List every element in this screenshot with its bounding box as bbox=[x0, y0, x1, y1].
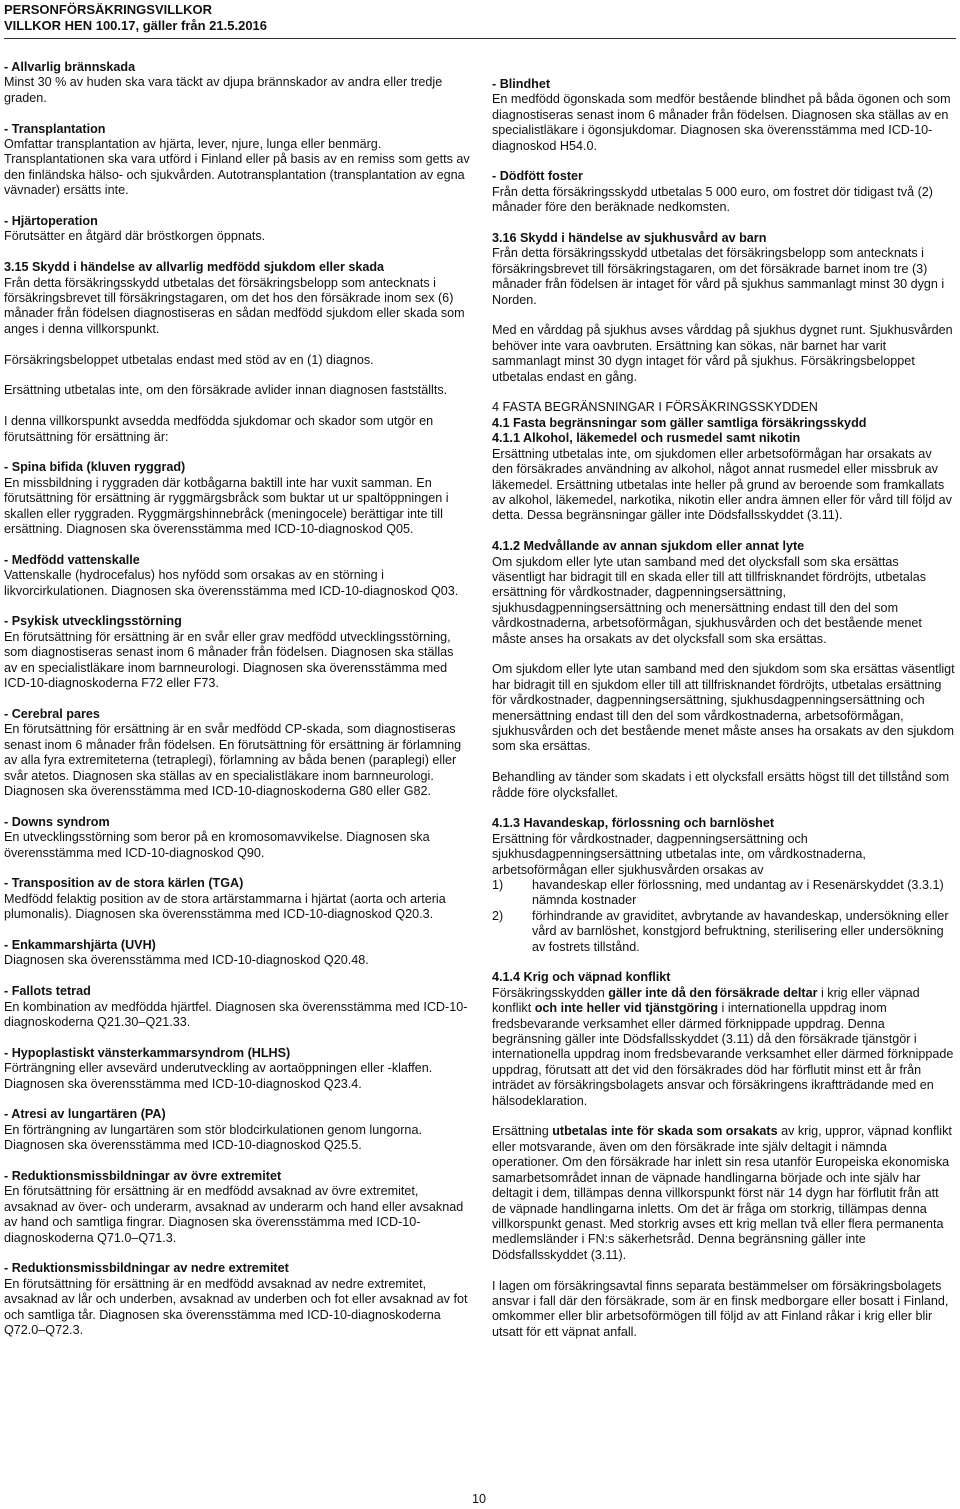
section-4-1-1 bbox=[492, 431, 955, 523]
text-run-bold: utbetalas inte för skada som orsakats bbox=[552, 1124, 778, 1139]
body-text: Diagnosen ska överensstämma med ICD-10-diagnoskod Q20.48. bbox=[4, 953, 369, 968]
body-text: Ersättning för vårdkostnader, dagpenningsersättning och sjukhusdagpenningsersättning utbetalas inte, om vårdkostnaderna, arbetsoförmågan eller sjukhusvården orsakas av bbox=[492, 831, 866, 877]
page-number: 10 bbox=[472, 1492, 487, 1506]
left-column bbox=[4, 60, 470, 1354]
section-3-15 bbox=[4, 260, 470, 337]
body-text: Medfödd felaktig position av de stora artärstammarna i hjärtat (aorta och arteria plumonalis). Diagnosen ska överensstämma med ICD-10-diagnoskod Q20.3. bbox=[4, 891, 446, 922]
paragraph-villkor: I denna villkorspunkt avsedda medfödda sjukdomar och skador som utgör en förutsättning för ersättning är: bbox=[4, 414, 434, 444]
section-4-1-3 bbox=[492, 816, 955, 955]
paragraph-krig bbox=[492, 1124, 955, 1263]
section-blindhet bbox=[492, 77, 955, 154]
list-text: havandeskap eller förlossning, med undantag av i Resenärskyddet (3.3.1) nämnda kostnader bbox=[532, 878, 944, 908]
paragraph-avlider: Ersättning utbetalas inte, om den försäkrade avlider innan diagnosen fastställts. bbox=[4, 383, 448, 398]
heading: 3.16 Skydd i händelse av sjukhusvård av barn bbox=[492, 231, 767, 246]
section-hlhs bbox=[4, 1046, 470, 1092]
text-run: Försäkringsskydden bbox=[492, 985, 609, 1000]
body-text: Förutsätter en åtgärd där bröstkorgen öppnats. bbox=[4, 229, 266, 244]
paragraph-omsjukdom: Om sjukdom eller lyte utan samband med den sjukdom som ska ersättas väsentligt har bidragit till en sjukdom eller till att tillfrisknandet fördröjts, utbetalas ersättning för vårdkostnader, dagpenningsersättning, sjukhusdagpenningsersättning och menersättning endast till den del som vårdkostnaderna, arbetsoförmågan, sjukhusvården och det bestående menet måste anses ha orsakats av den sjukdom som ska ersättas. bbox=[492, 662, 955, 754]
body-text: Förträngning eller avsevärd underutveckling av aortaöppningen eller -klaffen. Diagnosen ska överensstämma med ICD-10-diagnoskod Q23.4. bbox=[4, 1061, 433, 1091]
heading: - Allvarlig brännskada bbox=[4, 60, 136, 74]
body-text: En förutsättning för ersättning är en svår eller grav medfödd utvecklingsstörning, som diagnostiseras senast inom 6 månader från födelsen. Diagnosen ska ställas av en specialistläkare inom barnneurologi. Diagnosen ska överensstämma med ICD-10-diagnoskoderna F72 eller F73. bbox=[4, 629, 454, 691]
body-text: En kombination av medfödda hjärtfel. Diagnosen ska överensstämma med ICD-10-diagnoskoderna Q21.30–Q21.33. bbox=[4, 999, 468, 1029]
list-text: förhindrande av graviditet, avbrytande av havandeskap, undersökning eller vård av barnlöshet, konstgjord befruktning, sterilisering eller undersökning av fostrets tillstånd. bbox=[532, 908, 949, 954]
body-text bbox=[492, 986, 955, 1109]
heading: - Transposition av de stora kärlen (TGA) bbox=[4, 876, 244, 891]
body-text: Från detta försäkringsskydd utbetalas det försäkringsbelopp som antecknats i försäkringsbrevet till försäkringstagaren, om det hos den försäkrade inom sex (6) månader från födelsen diagnostiseras en sådan medfödd sjukdom eller skada som anges i denna villkorspunkt. bbox=[4, 275, 465, 336]
section-hjartoperation bbox=[4, 214, 470, 245]
heading: 4.1.4 Krig och väpnad konflikt bbox=[492, 970, 671, 985]
section-uvh bbox=[4, 938, 470, 969]
paragraph-varddag: Med en vårddag på sjukhus avses vårddag på sjukhus dygnet runt. Sjukhusvården behöver inte vara oavbruten. Ersättning kan sökas, när barnet har varit sammanlagt minst 30 dygn intaget för vård på sjukhus. Försäkringsbeloppet utbetalas endast en gång. bbox=[492, 323, 953, 384]
heading: - Reduktionsmissbildningar av övre extremitet bbox=[4, 1168, 282, 1183]
body-text: Vattenskalle (hydrocefalus) hos nyfödd som orsakas av en störning i likvorcirkulationen. Diagnosen ska överensstämma med ICD-10-diagnoskod Q03. bbox=[4, 568, 459, 598]
text-run: av krig, uppror, väpnad konflikt eller motsvarande, även om den försäkrade inte själv deltagit i nämnda operationer. Om den försäkrade har inlett sin resa utanför Europeiska ekonomiska samarbetsområdet innan de väpnade handlingarna började och inte själv har deltagit i dem, tillämpas denna villkorspunkt först när 14 dygn har förflutit från att de väpnade handlingarna inletts. Om det är fråga om storkrig, tillämpas denna villkorspunkt genast. Med storkrig avses ett krig mellan två eller flera permanenta medlemsländer i FN:s säkerhetsråd. Denna begränsning gäller inte Dödsfallsskyddet (3.11). bbox=[492, 1124, 952, 1262]
heading: - Spina bifida (kluven ryggrad) bbox=[4, 460, 186, 475]
section-vattenskalle bbox=[4, 553, 470, 599]
heading: - Cerebral pares bbox=[4, 706, 100, 721]
heading: - Blindhet bbox=[492, 77, 551, 91]
text-run-bold: gäller inte då den försäkrade deltar bbox=[608, 985, 818, 1000]
heading: - Fallots tetrad bbox=[4, 984, 91, 999]
section-atresi bbox=[4, 1107, 470, 1153]
list-item bbox=[492, 909, 955, 955]
section-transplantation bbox=[4, 122, 470, 199]
text-run: i krig eller väpnad konflikt bbox=[492, 985, 920, 1016]
heading: - Downs syndrom bbox=[4, 814, 110, 829]
heading: 4.1.1 Alkohol, läkemedel och rusmedel samt nikotin bbox=[492, 431, 801, 446]
body-text: Omfattar transplantation av hjärta, lever, njure, lunga eller benmärg. Transplantationen ska vara utförd i Finland eller på basis av en remiss som getts av den finländska hälso- och sjukvården. Autotransplantation (transplantation av egna vävnader) ersätts inte. bbox=[4, 137, 470, 198]
body-text: En missbildning i ryggraden där kotbågarna baktill inte har vuxit samman. En förutsättning för ersättning är ryggmärgsbråck som buktar ut ur spaltöppningen i skallen eller ryggraden. Ryggmärgshinnebråck (meningocele) berättigar inte till ersättning. Diagnosen ska överensstämma med ICD-10-diagnoskod Q05. bbox=[4, 475, 449, 537]
text-run: Ersättning bbox=[492, 1124, 553, 1139]
body-text: Minst 30 % av huden ska vara täckt av djupa brännskador av andra eller tredje graden. bbox=[4, 75, 443, 105]
paragraph-lagen: I lagen om försäkringsavtal finns separata bestämmelser om försäkringsbolagets ansvar i fall där den försäkrade, som är en finsk medborgare eller bosatt i Finland, omkommer eller blir arbetsoförmögen till följd av att Finland råkar i krig eller blir utsatt för ett väpnat anfall. bbox=[492, 1278, 949, 1339]
right-column bbox=[492, 77, 955, 1356]
heading: 4.1.3 Havandeskap, förlossning och barnlöshet bbox=[492, 816, 775, 831]
body-text: En utvecklingsstörning som beror på en kromosomavvikelse. Diagnosen ska överensstämma med ICD-10-diagnoskod Q90. bbox=[4, 830, 430, 860]
section-brannskada bbox=[4, 60, 470, 106]
heading: - Hjärtoperation bbox=[4, 214, 98, 229]
header-title: PERSONFÖRSÄKRINGSVILLKOR bbox=[4, 2, 213, 17]
section-psykisk bbox=[4, 614, 470, 691]
section-4-1-2 bbox=[492, 539, 955, 647]
heading: - Reduktionsmissbildningar av nedre extremitet bbox=[4, 1261, 289, 1276]
section-tga bbox=[4, 876, 470, 922]
body-text: En medfödd ögonskada som medför bestående blindhet på båda ögonen och som diagnostiseras senast inom 6 månader från födelsen. Diagnosen ska ställas av en specialistläkare i ögonsjukdomar. Diagnosen ska överensstämma med ICD-10-diagnoskod H54.0. bbox=[492, 92, 951, 153]
heading: - Enkammarshjärta (UVH) bbox=[4, 937, 156, 952]
section-spina-bifida bbox=[4, 460, 470, 537]
section-nedre-extremitet bbox=[4, 1261, 470, 1338]
body-text: Från detta försäkringsskydd utbetalas det försäkringsbelopp som antecknats i försäkringsbrevet till försäkringstagaren, om det försäkrade barnet inom tre (3) månader från födelsen är intaget för vård på sjukhus sammanlagt minst 30 dygn i Norden. bbox=[492, 246, 945, 307]
list-item bbox=[492, 878, 955, 909]
section-3-16 bbox=[492, 231, 955, 308]
heading: - Medfödd vattenskalle bbox=[4, 552, 140, 567]
section-downs bbox=[4, 815, 470, 861]
list-number: 1) bbox=[492, 878, 504, 892]
heading: - Psykisk utvecklingsstörning bbox=[4, 614, 182, 629]
body-text: En förträngning av lungartären som stör blodcirkulationen genom lungorna. Diagnosen ska överensstämma med ICD-10-diagnoskod Q25.5. bbox=[4, 1122, 422, 1153]
body-text: En förutsättning för ersättning är en svår medfödd CP-skada, som diagnostiseras senast inom 6 månader från födelsen. En förutsättning för ersättning är förlamning av alla fyra extremiteterna (tetraplegi), förlamning av båda benen (paraplegi) eller svår atetos. Diagnosen ska ställas av en specialistläkare inom barnneurologi. Diagnosen ska överensstämma med ICD-10-diagnoskoderna G80 eller G82. bbox=[4, 722, 462, 798]
text-run-bold: och inte heller vid tjänstgöring bbox=[534, 1001, 719, 1016]
paragraph-diagnos: Försäkringsbeloppet utbetalas endast med stöd av en (1) diagnos. bbox=[4, 352, 374, 367]
heading: - Atresi av lungartären (PA) bbox=[4, 1107, 166, 1122]
body-text: Från detta försäkringsskydd utbetalas 5 000 euro, om fostret dör tidigast två (2) månader före den beräknade nedkomsten. bbox=[492, 184, 934, 215]
body-text: Om sjukdom eller lyte utan samband med det olycksfall som ska ersättas väsentligt har bidragit till en skada eller till att tillfrisknandet fördröjts, utbetalas ersättning för vårdkostnader, dagpenningsersättning, sjukhusdagpenningsersättning och menersättning endast till den del som vårdkostnaderna, arbetsoförmågan, sjukhusvården och det bestående menet måste anses ha orsakats av det olycksfall som ska ersättas. bbox=[492, 554, 926, 646]
section-4-title: 4 FASTA BEGRÄNSNINGAR I FÖRSÄKRINGSSKYDDEN bbox=[492, 400, 818, 415]
header-divider bbox=[4, 38, 956, 39]
heading: - Hypoplastiskt vänsterkammarsyndrom (HLHS) bbox=[4, 1045, 291, 1060]
heading: - Transplantation bbox=[4, 121, 106, 136]
heading: - Dödfött foster bbox=[492, 169, 583, 184]
body-text: En förutsättning för ersättning är en medfödd avsaknad av nedre extremitet, avsaknad av lår och underben, avsaknad av underben och fot eller avsaknad av fot och samtliga tår. Diagnosen ska överensstämma med ICD-10-diagnoskoderna Q72.0–Q72.3. bbox=[4, 1276, 468, 1338]
section-fallots bbox=[4, 984, 470, 1030]
text-run: i internationella uppdrag inom fredsbevarande verksamhet eller därmed förknippade uppdrag. Denna begränsning gäller inte Dödsfallsskyddet (3.11) då den försäkrade tjänstgör i internationella uppdrag inom fredsbevarande verksamhet eller därmed förknippade uppdrag, förutsatt att det vid den försäkrades död har förflutit minst ett år från inträdet av försäkringsbolagets ansvar och försäkringens ikraftträdande med en hälsodeklaration. bbox=[492, 1001, 954, 1108]
heading: 4.1.2 Medvållande av annan sjukdom eller annat lyte bbox=[492, 539, 805, 554]
paragraph-tander: Behandling av tänder som skadats i ett olycksfall ersätts högst till det tillstånd som rådde före olycksfallet. bbox=[492, 770, 950, 800]
body-text: Ersättning utbetalas inte, om sjukdomen eller arbetsoförmågan har orsakats av den försäkrades användning av alkohol, något annat rusmedel eller missbruk av läkemedel. Ersättning utbetalas inte heller på grund av beroende som framkallats av alkohol, läkemedel, narkotika, nikotin eller andra ämnen eller för vård till följd av detta. Dessa begränsningar gäller inte Dödsfallsskyddet (3.11). bbox=[492, 446, 952, 523]
body-text: En förutsättning för ersättning är en medfödd avsaknad av övre extremitet, avsaknad av över- och underarm, avsaknad av underarm och hand eller avsaknad av hand och samtliga fingrar. Diagnosen ska överensstämma med ICD-10-diagnoskoderna Q71.0–Q71.3. bbox=[4, 1184, 464, 1245]
heading: 3.15 Skydd i händelse av allvarlig medfödd sjukdom eller skada bbox=[4, 260, 385, 275]
section-4-1-4 bbox=[492, 970, 955, 1109]
header-subtitle: VILLKOR HEN 100.17, gäller från 21.5.2016 bbox=[4, 18, 268, 33]
document-header bbox=[4, 2, 267, 34]
section-ovre-extremitet bbox=[4, 1169, 470, 1246]
list-number: 2) bbox=[492, 908, 504, 923]
section-dodfott bbox=[492, 169, 955, 215]
section-4-1-title: 4.1 Fasta begränsningar som gäller samtliga försäkringsskydd bbox=[492, 415, 867, 430]
section-cerebral-pares bbox=[4, 707, 470, 799]
